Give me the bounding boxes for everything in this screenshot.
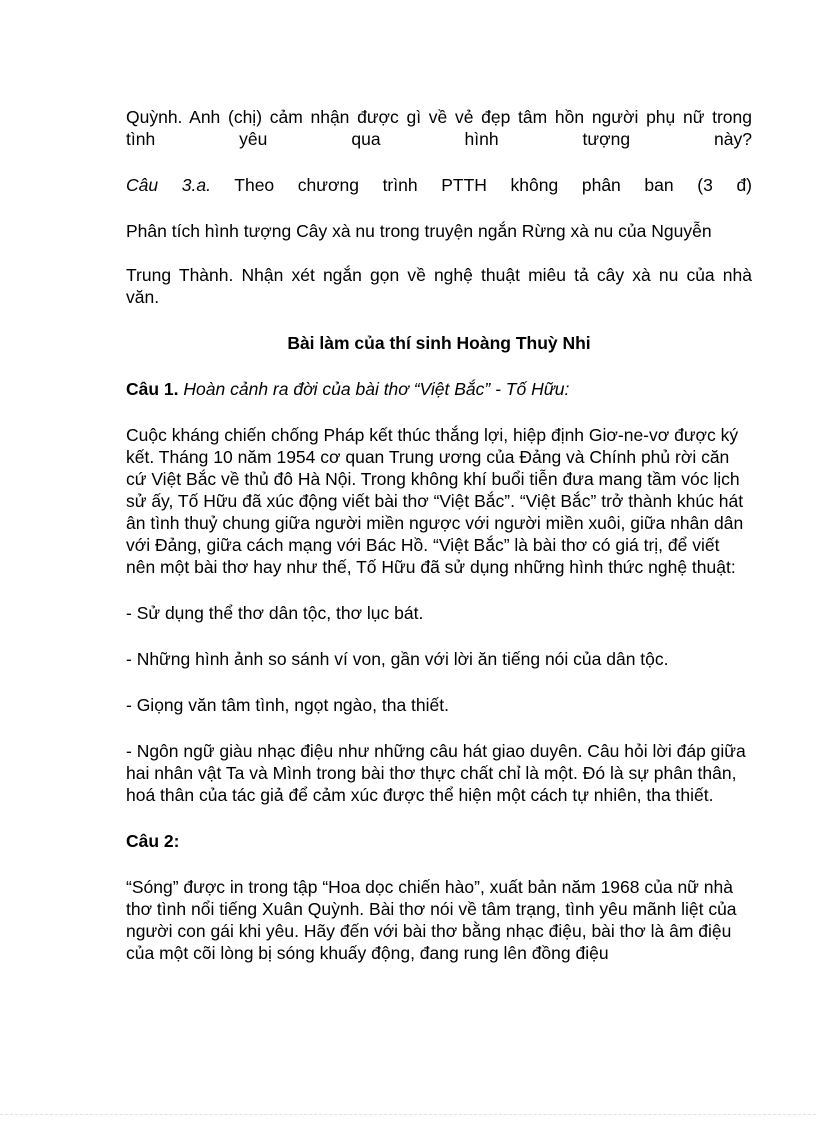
cau1-heading: Hoàn cảnh ra đời của bài thơ “Việt Bắc” - Tố Hữu: xyxy=(183,379,570,399)
cau3a-line-3: Trung Thành. Nhận xét ngắn gọn về nghệ thuật miêu tả cây xà nu của nhà xyxy=(126,265,752,285)
cau1-bullet-4: - Ngôn ngữ giàu nhạc điệu như những câu hát giao duyên. Câu hỏi lời đáp giữa hai nhân vật Ta và Mình trong bài thơ thực chất chỉ là một. Đó là sự phân thân, hoá thân của tác giả để cảm xúc được thể hiện một cách tự nhiên, tha thiết. xyxy=(126,741,746,805)
intro-line-1: Quỳnh. Anh (chị) cảm nhận được gì về vẻ đẹp tâm hồn người phụ nữ trong xyxy=(126,107,752,127)
cau2-paragraph: “Sóng” được in trong tập “Hoa dọc chiến hào”, xuất bản năm 1968 của nữ nhà thơ tình nổi tiếng Xuân Quỳnh. Bài thơ nói về tâm trạng, tình yêu mãnh liệt của người con gái khi yêu. Hãy đến với bài thơ bằng nhạc điệu, bài thơ là âm điệu của một cõi lòng bị sóng khuấy động, đang rung lên đồng điệu xyxy=(126,877,737,963)
cau1-heading-line xyxy=(126,378,752,400)
cau1-bullet-2: - Những hình ảnh so sánh ví von, gần với lời ăn tiếng nói của dân tộc. xyxy=(126,649,669,669)
document-page xyxy=(126,106,752,964)
cau3a-line-2: Phân tích hình tượng Cây xà nu trong truyện ngắn Rừng xà nu của Nguyễn xyxy=(126,221,712,241)
essay-title: Bài làm của thí sinh Hoàng Thuỳ Nhi xyxy=(287,333,591,353)
cau1-label: Câu 1. xyxy=(126,379,179,399)
cau1-bullet-1: - Sử dụng thể thơ dân tộc, thơ lục bát. xyxy=(126,603,424,623)
cau3a-line-4: văn. xyxy=(126,287,160,307)
cau2-label: Câu 2: xyxy=(126,831,180,851)
page-bottom-border xyxy=(0,1114,816,1115)
intro-line-2: tình yêu qua hình tượng này? xyxy=(126,129,752,149)
cau3a-line xyxy=(126,174,752,196)
cau1-bullet-3: - Giọng văn tâm tình, ngọt ngào, tha thiết. xyxy=(126,695,449,715)
cau3a-label: Câu 3.a. xyxy=(126,175,211,195)
cau1-paragraph: Cuộc kháng chiến chống Pháp kết thúc thắng lợi, hiệp định Giơ-ne-vơ được ký kết. Tháng 10 năm 1954 cơ quan Trung ương của Đảng và Chính phủ rời căn cứ Việt Bắc về thủ đô Hà Nội. Trong không khí buổi tiễn đưa mang tầm vóc lịch sử ấy, Tố Hữu đã xúc động viết bài thơ “Việt Bắc”. “Việt Bắc” trở thành khúc hát ân tình thuỷ chung giữa người miền ngược với người miền xuôi, giữa nhân dân với Đảng, giữa cách mạng với Bác Hồ. “Việt Bắc” là bài thơ có giá trị, để viết nên một bài thơ hay như thế, Tố Hữu đã sử dụng những hình thức nghệ thuật: xyxy=(126,425,744,577)
cau3a-text: Theo chương trình PTTH không phân ban (3 đ) xyxy=(234,175,753,195)
